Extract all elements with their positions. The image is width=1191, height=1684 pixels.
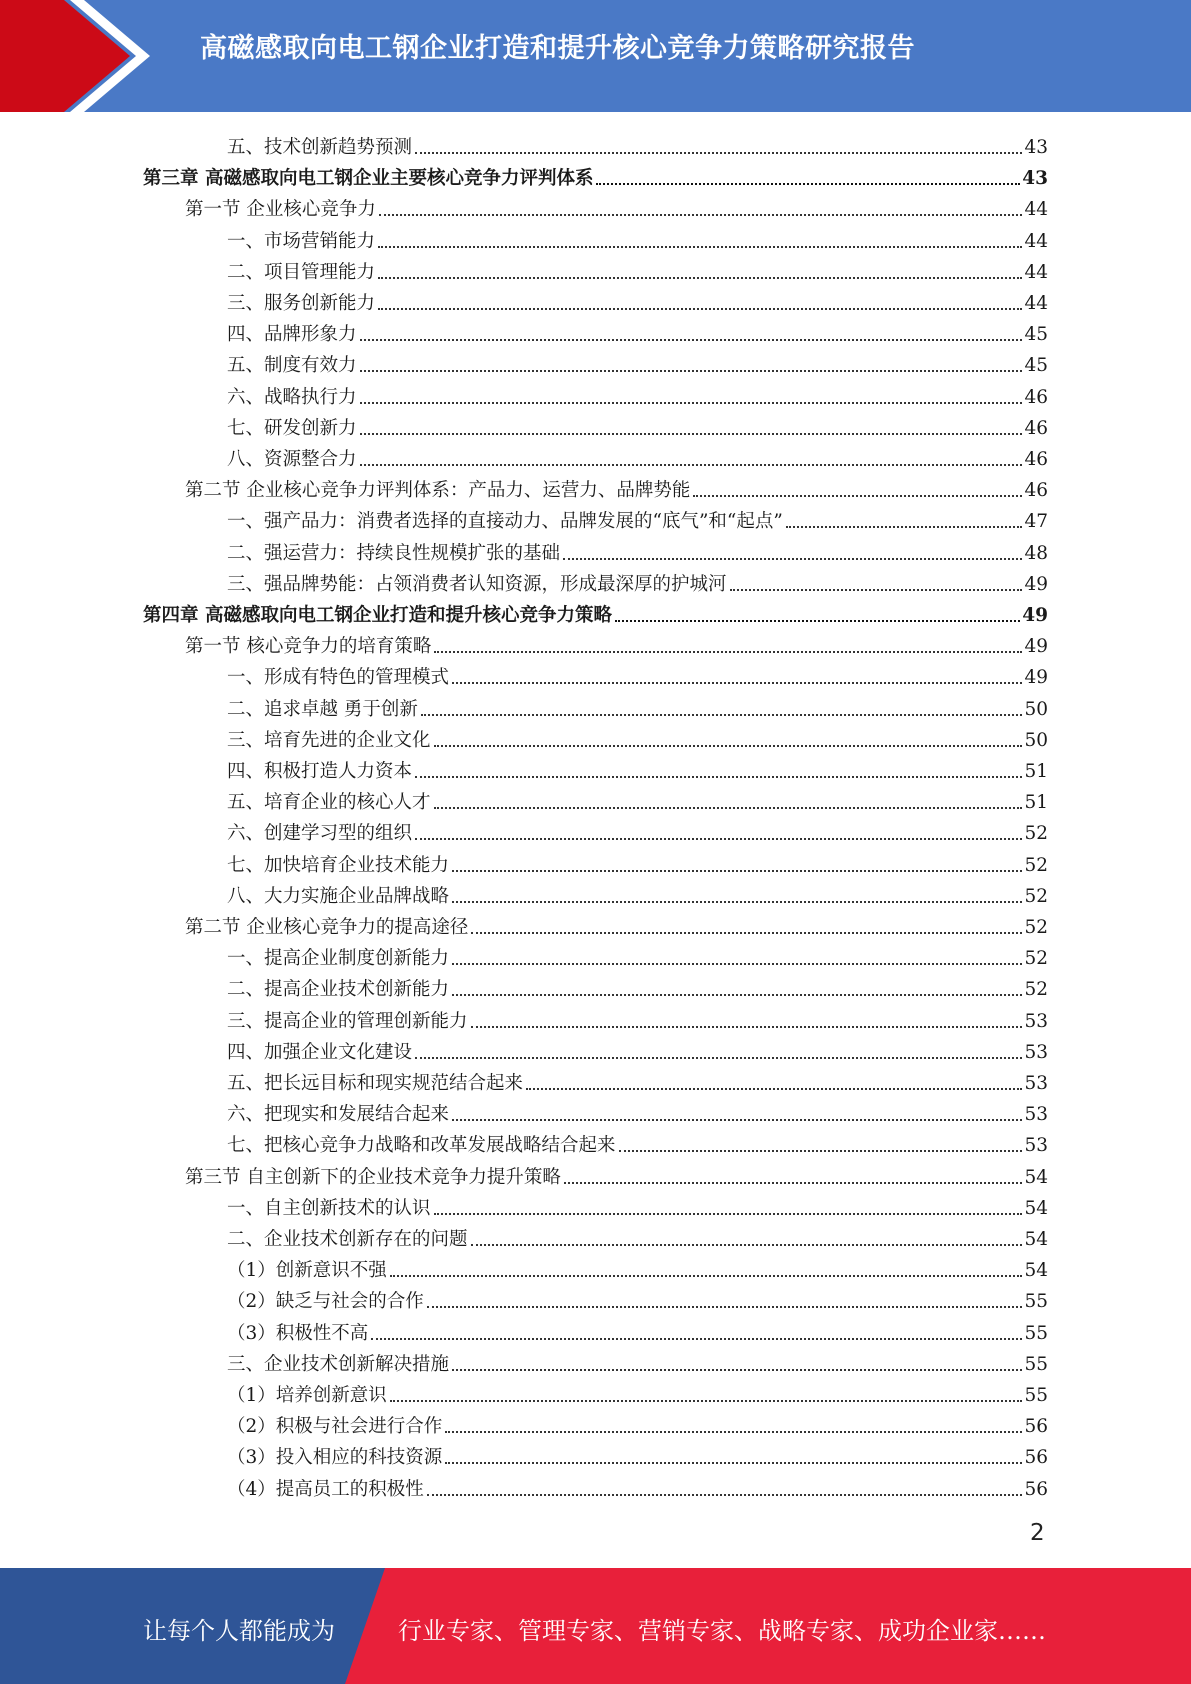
page-number: 2	[1030, 1520, 1045, 1546]
toc-entry[interactable]	[227, 721, 1048, 752]
toc-entry-page: 51	[1024, 761, 1048, 782]
toc-entry-label: 六、把现实和发展结合起来	[227, 1104, 450, 1126]
toc-leader-dots	[596, 183, 1020, 185]
toc-entry-label: 六、战略执行力	[227, 386, 357, 408]
page-header	[0, 0, 1191, 112]
toc-entry-page: 44	[1024, 199, 1048, 221]
toc-entry-label: （3）积极性不高	[227, 1322, 369, 1344]
toc-entry-label: 二、强运营力：持续良性规模扩张的基础	[227, 542, 561, 564]
toc-entry-label: 五、把长远目标和现实规范结合起来	[227, 1073, 524, 1094]
toc-leader-dots	[786, 526, 1023, 528]
toc-entry[interactable]	[227, 128, 1048, 159]
toc-entry-label: 八、大力实施企业品牌战略	[227, 885, 450, 907]
toc-entry[interactable]	[227, 315, 1048, 346]
toc-entry-page: 45	[1024, 324, 1048, 346]
report-title: 高磁感取向电工钢企业打造和提升核心竞争力策略研究报告	[200, 33, 915, 64]
toc-entry[interactable]	[227, 846, 1048, 877]
toc-leader-dots	[378, 246, 1022, 248]
toc-leader-dots	[452, 1369, 1022, 1371]
toc-entry-label: 一、强产品力：消费者选择的直接动力、品牌发展的“底气”和“起点”	[227, 511, 783, 533]
toc-entry[interactable]	[227, 346, 1048, 377]
toc-entry-page: 44	[1024, 293, 1048, 314]
toc-leader-dots	[360, 339, 1023, 341]
toc-entry-page: 53	[1024, 1135, 1048, 1157]
toc-entry-page: 52	[1024, 885, 1048, 907]
toc-leader-dots	[434, 1213, 1023, 1215]
toc-leader-dots	[378, 308, 1022, 310]
toc-entry[interactable]	[227, 1407, 1048, 1438]
toc-leader-dots	[360, 433, 1023, 435]
toc-leader-dots	[445, 1431, 1022, 1433]
toc-entry-label: 二、项目管理能力	[227, 261, 376, 283]
toc-entry-page: 56	[1024, 1478, 1048, 1500]
toc-entry-label: 三、提高企业的管理创新能力	[227, 1010, 468, 1032]
toc-entry-page: 52	[1024, 979, 1048, 1001]
toc-entry-page: 47	[1024, 511, 1048, 533]
toc-entry[interactable]	[227, 1095, 1048, 1126]
toc-leader-dots	[452, 901, 1022, 903]
toc-entry-page: 49	[1024, 636, 1048, 658]
toc-leader-dots	[415, 1057, 1022, 1059]
toc-entry[interactable]	[185, 471, 1048, 502]
toc-entry[interactable]	[227, 565, 1048, 596]
toc-leader-dots	[360, 402, 1023, 404]
toc-entry-label: 七、加快培育企业技术能力	[227, 854, 450, 876]
toc-entry-page: 46	[1024, 417, 1048, 439]
toc-entry-page: 52	[1024, 854, 1048, 876]
toc-entry-page: 45	[1024, 355, 1048, 377]
toc-entry-page: 44	[1024, 261, 1048, 283]
toc-entry-page: 46	[1024, 386, 1048, 408]
toc-entry-page: 44	[1024, 230, 1048, 252]
toc-entry-label: 三、服务创新能力	[227, 293, 376, 314]
toc-entry-label: 四、积极打造人力资本	[227, 761, 413, 782]
header-arrow-decoration	[0, 0, 160, 112]
toc-entry-label: 五、技术创新趋势预测	[227, 137, 413, 158]
toc-entry-page: 46	[1024, 449, 1048, 470]
toc-entry-page: 54	[1024, 1166, 1048, 1188]
toc-entry[interactable]	[227, 534, 1048, 565]
toc-entry-label: 一、形成有特色的管理模式	[227, 667, 450, 689]
toc-entry-label: 二、企业技术创新存在的问题	[227, 1229, 468, 1250]
toc-entry-page: 43	[1024, 137, 1048, 158]
toc-leader-dots	[427, 1494, 1023, 1496]
toc-entry-label: 四、品牌形象力	[227, 324, 357, 346]
toc-entry-label: 第四章 高磁感取向电工钢企业打造和提升核心竞争力策略	[143, 605, 612, 626]
toc-entry[interactable]	[227, 222, 1048, 253]
toc-entry-label: 五、培育企业的核心人才	[227, 792, 431, 814]
toc-entry-page: 55	[1024, 1291, 1048, 1313]
toc-entry[interactable]	[227, 658, 1048, 689]
toc-leader-dots	[452, 870, 1022, 872]
toc-entry[interactable]	[227, 1033, 1048, 1064]
toc-leader-dots	[415, 776, 1022, 778]
toc-entry[interactable]	[227, 1376, 1048, 1407]
toc-leader-dots	[564, 1182, 1023, 1184]
toc-entry-label: 七、把核心竞争力战略和改革发展战略结合起来	[227, 1135, 616, 1157]
toc-entry-page: 51	[1024, 792, 1048, 814]
toc-entry-page: 55	[1024, 1353, 1048, 1375]
toc-leader-dots	[615, 620, 1020, 622]
toc-entry-page: 55	[1024, 1322, 1048, 1344]
toc-entry-label: 五、制度有效力	[227, 355, 357, 377]
toc-entry-label: 三、强品牌势能：占领消费者认知资源，形成最深厚的护城河	[227, 573, 727, 595]
toc-entry-label: 六、创建学习型的组织	[227, 823, 413, 845]
toc-leader-dots	[378, 277, 1022, 279]
toc-entry-label: （2）积极与社会进行合作	[227, 1416, 443, 1438]
toc-leader-dots	[360, 370, 1023, 372]
toc-leader-dots	[390, 1400, 1023, 1402]
toc-entry-label: 第二节 企业核心竞争力评判体系：产品力、运营力、品牌势能	[185, 480, 691, 502]
toc-entry-page: 54	[1024, 1260, 1048, 1282]
toc-entry[interactable]	[227, 1438, 1048, 1469]
toc-entry-label: 一、自主创新技术的认识	[227, 1197, 431, 1219]
toc-leader-dots	[471, 1244, 1023, 1246]
toc-entry[interactable]	[227, 690, 1048, 721]
toc-leader-dots	[371, 1338, 1022, 1340]
toc-entry-page: 49	[1022, 605, 1048, 626]
toc-entry[interactable]	[227, 970, 1048, 1001]
toc-entry[interactable]	[227, 1345, 1048, 1376]
toc-entry-page: 52	[1024, 917, 1048, 938]
toc-leader-dots	[360, 464, 1023, 466]
toc-entry-label: 一、提高企业制度创新能力	[227, 948, 450, 970]
toc-leader-dots	[427, 1306, 1023, 1308]
toc-entry-page: 49	[1024, 667, 1048, 689]
toc-entry[interactable]	[227, 1220, 1048, 1251]
toc-entry-page: 54	[1024, 1197, 1048, 1219]
toc-entry-page: 55	[1024, 1385, 1048, 1406]
toc-entry-label: （1）创新意识不强	[227, 1260, 387, 1282]
toc-leader-dots	[471, 1026, 1023, 1028]
toc-leader-dots	[415, 838, 1022, 840]
toc-leader-dots	[526, 1088, 1022, 1090]
toc-leader-dots	[452, 994, 1022, 996]
toc-entry[interactable]	[227, 752, 1048, 783]
toc-leader-dots	[415, 152, 1022, 154]
toc-leader-dots	[434, 745, 1023, 747]
toc-entry-label: 一、市场营销能力	[227, 230, 376, 252]
toc-entry-label: 三、企业技术创新解决措施	[227, 1353, 450, 1375]
toc-entry-page: 52	[1024, 948, 1048, 970]
toc-entry[interactable]	[227, 502, 1048, 533]
toc-entry-label: 第二节 企业核心竞争力的提高途径	[185, 917, 469, 938]
toc-leader-dots	[390, 1275, 1023, 1277]
toc-leader-dots	[421, 714, 1023, 716]
toc-leader-dots	[730, 589, 1023, 591]
toc-entry-label: 二、提高企业技术创新能力	[227, 979, 450, 1001]
toc-entry-page: 53	[1024, 1104, 1048, 1126]
toc-entry-label: 四、加强企业文化建设	[227, 1041, 413, 1063]
toc-entry[interactable]	[227, 440, 1048, 471]
toc-entry-page: 48	[1024, 542, 1048, 564]
toc-leader-dots	[471, 932, 1022, 934]
toc-leader-dots	[563, 558, 1022, 560]
toc-entry[interactable]	[185, 190, 1048, 221]
toc-entry[interactable]	[227, 783, 1048, 814]
toc-leader-dots	[379, 214, 1023, 216]
toc-entry[interactable]	[227, 877, 1048, 908]
toc-entry[interactable]	[227, 409, 1048, 440]
toc-entry[interactable]	[227, 939, 1048, 970]
toc-entry-page: 53	[1024, 1073, 1048, 1094]
toc-entry-label: 第三章 高磁感取向电工钢企业主要核心竞争力评判体系	[143, 168, 594, 190]
toc-entry[interactable]	[227, 1126, 1048, 1157]
toc-entry-label: 第三节 自主创新下的企业技术竞争力提升策略	[185, 1166, 561, 1188]
toc-entry-page: 50	[1024, 698, 1048, 720]
toc-entry-page: 50	[1024, 729, 1048, 751]
toc-leader-dots	[452, 963, 1022, 965]
toc-entry-page: 56	[1024, 1447, 1048, 1469]
toc-entry-label: （3）投入相应的科技资源	[227, 1447, 443, 1469]
toc-entry[interactable]	[227, 284, 1048, 315]
page-footer	[0, 1568, 1191, 1684]
toc-leader-dots	[452, 1119, 1022, 1121]
toc-entry-page: 53	[1024, 1041, 1048, 1063]
toc-entry[interactable]	[227, 1314, 1048, 1345]
toc-entry-page: 46	[1024, 480, 1048, 502]
toc-entry[interactable]	[185, 908, 1048, 939]
toc-leader-dots	[445, 1462, 1022, 1464]
toc-entry-label: 三、培育先进的企业文化	[227, 729, 431, 751]
toc-entry[interactable]	[227, 1002, 1048, 1033]
toc-entry-label: （1）培养创新意识	[227, 1385, 387, 1406]
toc-entry[interactable]	[227, 1189, 1048, 1220]
toc-entry[interactable]	[227, 814, 1048, 845]
toc-entry-label: （2）缺乏与社会的合作	[227, 1291, 424, 1313]
toc-leader-dots	[434, 651, 1022, 653]
toc-leader-dots	[693, 495, 1022, 497]
toc-leader-dots	[434, 807, 1023, 809]
toc-leader-dots	[619, 1150, 1023, 1152]
toc-entry-label: （4）提高员工的积极性	[227, 1478, 424, 1500]
toc-leader-dots	[452, 682, 1022, 684]
toc-entry[interactable]	[227, 1064, 1048, 1095]
toc-entry-label: 第一节 核心竞争力的培育策略	[185, 636, 432, 658]
toc-entry[interactable]	[143, 159, 1048, 190]
toc-entry-page: 49	[1024, 573, 1048, 595]
toc-entry-page: 53	[1024, 1010, 1048, 1032]
toc-entry[interactable]	[227, 1282, 1048, 1313]
footer-slogan-right: 行业专家、管理专家、营销专家、战略专家、成功企业家……	[398, 1617, 1046, 1645]
toc-entry-page: 43	[1022, 168, 1048, 190]
toc-entry-label: 八、资源整合力	[227, 449, 357, 470]
toc-entry[interactable]	[185, 627, 1048, 658]
toc-entry[interactable]	[227, 378, 1048, 409]
toc-entry[interactable]	[185, 1158, 1048, 1189]
toc-entry-page: 54	[1024, 1229, 1048, 1250]
toc-entry-label: 二、追求卓越 勇于创新	[227, 698, 418, 720]
toc-entry[interactable]	[227, 1251, 1048, 1282]
toc-entry-label: 七、研发创新力	[227, 417, 357, 439]
toc-entry[interactable]	[227, 1470, 1048, 1501]
toc-entry-page: 52	[1024, 823, 1048, 845]
toc-entry[interactable]	[143, 596, 1048, 627]
toc-entry-page: 56	[1024, 1416, 1048, 1438]
toc-entry[interactable]	[227, 253, 1048, 284]
toc-entry-label: 第一节 企业核心竞争力	[185, 199, 376, 221]
footer-slogan-left: 让每个人都能成为	[143, 1617, 335, 1645]
